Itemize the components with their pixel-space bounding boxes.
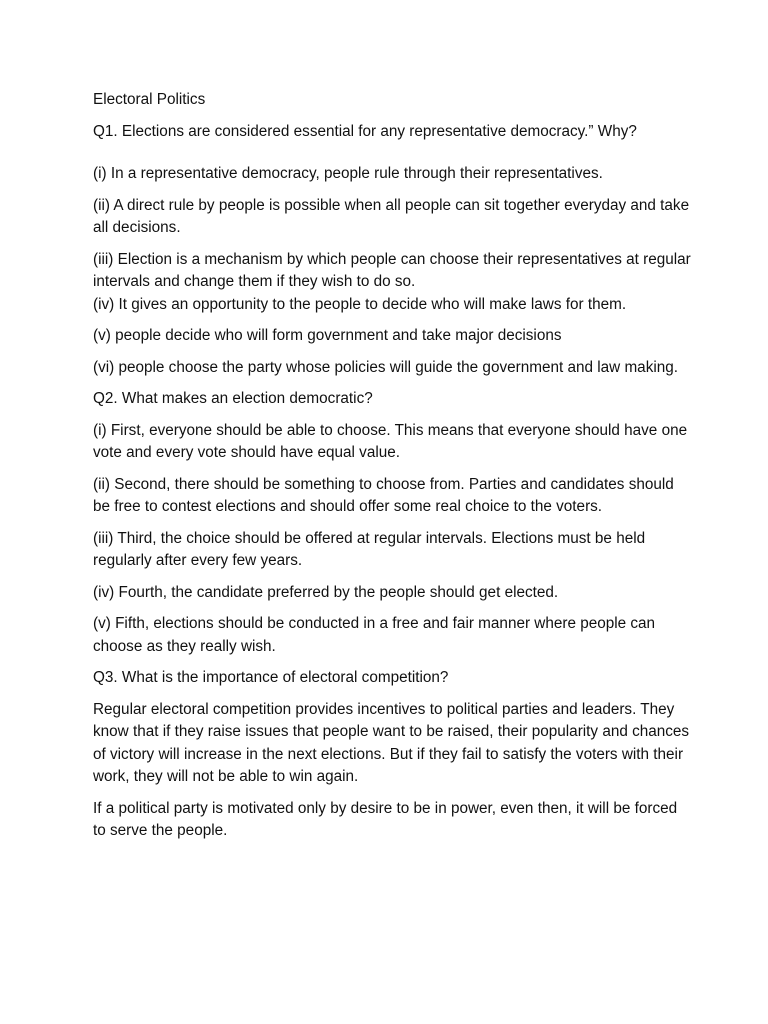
q1-answer-2: (ii) A direct rule by people is possible when all people can sit together everyday and take all decisions. — [93, 196, 690, 236]
q3-answer-2: If a political party is motivated only by desire to be in power, even then, it will be forced to serve the people. — [93, 799, 678, 839]
q2-answer-4: (iv) Fourth, the candidate preferred by the people should get elected. — [93, 583, 559, 601]
question-1: Q1. Elections are considered essential for any representative democracy.” Why? — [93, 122, 637, 140]
q1-answer-6: (vi) people choose the party whose policies will guide the government and law making. — [93, 358, 679, 376]
q1-answer-3: (iii) Election is a mechanism by which people can choose their representatives at regular intervals and change them if they wish to do so. — [93, 250, 691, 290]
question-2: Q2. What makes an election democratic? — [93, 390, 373, 407]
q1-answer-1: (i) In a representative democracy, people rule through their representatives. — [93, 165, 603, 182]
q1-answer-4: (iv) It gives an opportunity to the people to decide who will make laws for them. — [93, 295, 627, 313]
q2-answer-3: (iii) Third, the choice should be offered at regular intervals. Elections must be held regularly after every few years. — [93, 529, 646, 569]
q2-answer-2: (ii) Second, there should be something to choose from. Parties and candidates should be free to contest elections and should offer some real choice to the voters. — [93, 475, 674, 515]
q1-answer-5: (v) people decide who will form government and take major decisions — [93, 327, 562, 344]
question-3: Q3. What is the importance of electoral competition? — [93, 669, 449, 686]
document-body — [93, 89, 693, 852]
q2-answer-1: (i) First, everyone should be able to choose. This means that everyone should have one vote and every vote should have equal value. — [93, 421, 688, 461]
q2-answer-5: (v) Fifth, elections should be conducted in a free and fair manner where people can choose as they really wish. — [93, 615, 656, 655]
document-title: Electoral Politics — [93, 91, 206, 108]
q3-answer-1: Regular electoral competition provides incentives to political parties and leaders. They know that if they raise issues that people want to be raised, their popularity and chances of victory will increase in the next elections. But if they fail to satisfy the voters with their work, they will not be able to win again. — [93, 700, 690, 785]
